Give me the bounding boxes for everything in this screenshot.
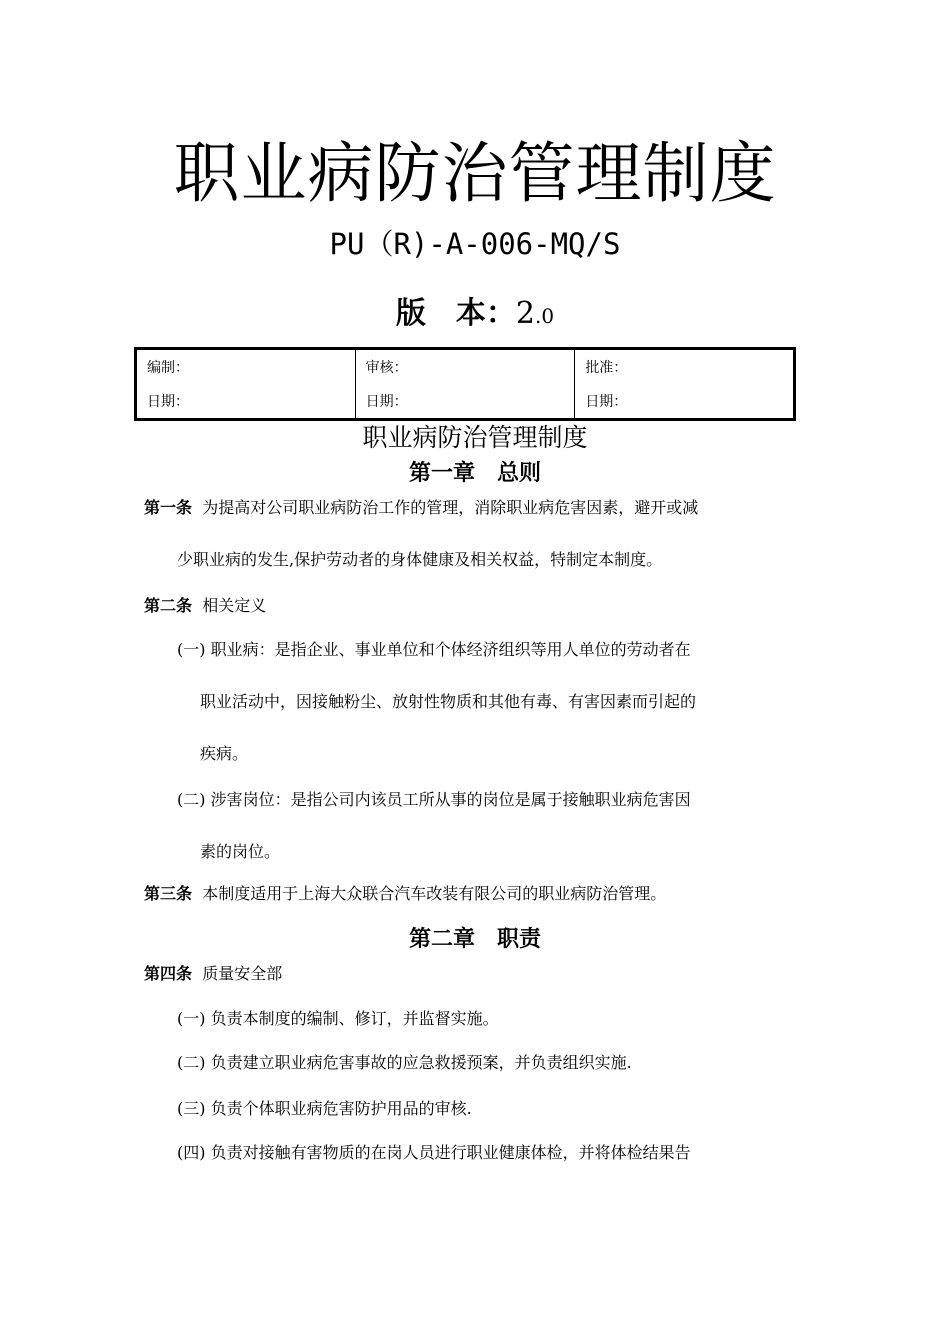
definition-2-line-2: 素的岗位。	[200, 842, 281, 861]
duty-2: (二) 负责建立职业病危害事故的应急救援预案，并负责组织实施.	[177, 1053, 632, 1072]
definition-1-line-2: 职业活动中，因接触粉尘、放射性物质和其他有毒、有害因素而引起的	[200, 692, 697, 711]
definition-2-line-1: (二) 涉害岗位：是指公司内该员工所从事的岗位是属于接触职业病危害因	[177, 790, 691, 809]
version-minor: .0	[535, 304, 555, 328]
approval-table	[134, 347, 796, 421]
article-text: 相关定义	[202, 596, 267, 615]
article-label: 第二条	[144, 596, 193, 615]
chapter-1-heading: 第一章 总则	[408, 460, 541, 486]
date-row	[136, 384, 795, 420]
article-text: 质量安全部	[202, 964, 283, 983]
article-2	[144, 594, 266, 618]
article-3	[144, 882, 666, 906]
date-cell: 日期：	[355, 384, 575, 420]
definition-1-line-1: (一) 职业病：是指企业、事业单位和个体经济组织等用人单位的劳动者在	[177, 640, 691, 659]
approval-row	[136, 349, 795, 385]
version-major: 2	[515, 296, 535, 331]
reviewed-by-cell: 审核：	[355, 349, 575, 385]
chapter-2-heading: 第二章 职责	[408, 926, 541, 952]
article-1-line-2: 少职业病的发生,保护劳动者的身体健康及相关权益，特制定本制度。	[177, 550, 663, 569]
approved-by-cell: 批准：	[575, 349, 795, 385]
document-code: PU（R)-A-006-MQ/S	[329, 227, 621, 261]
date-cell: 日期：	[136, 384, 356, 420]
document-version	[0, 292, 950, 338]
article-label: 第四条	[144, 964, 193, 983]
body-heading: 职业病防治管理制度	[362, 423, 588, 452]
article-text: 为提高对公司职业病防治工作的管理，消除职业病危害因素，避开或减	[202, 498, 699, 517]
article-1	[144, 496, 698, 520]
definition-1-line-3: 疾病。	[200, 744, 249, 763]
duty-3: (三) 负责个体职业病危害防护用品的审核.	[177, 1099, 472, 1118]
article-label: 第三条	[144, 884, 193, 903]
duty-1: (一) 负责本制度的编制、修订，并监督实施。	[177, 1009, 499, 1028]
duty-4: (四) 负责对接触有害物质的在岗人员进行职业健康体检，并将体检结果告	[177, 1143, 691, 1162]
version-label: 版 本：	[395, 296, 516, 331]
prepared-by-cell: 编制：	[136, 349, 356, 385]
article-4	[144, 962, 282, 986]
date-cell: 日期：	[575, 384, 795, 420]
article-label: 第一条	[144, 498, 193, 517]
article-text: 本制度适用于上海大众联合汽车改装有限公司的职业病防治管理。	[202, 884, 667, 903]
document-title: 职业病防治管理制度	[173, 135, 777, 212]
